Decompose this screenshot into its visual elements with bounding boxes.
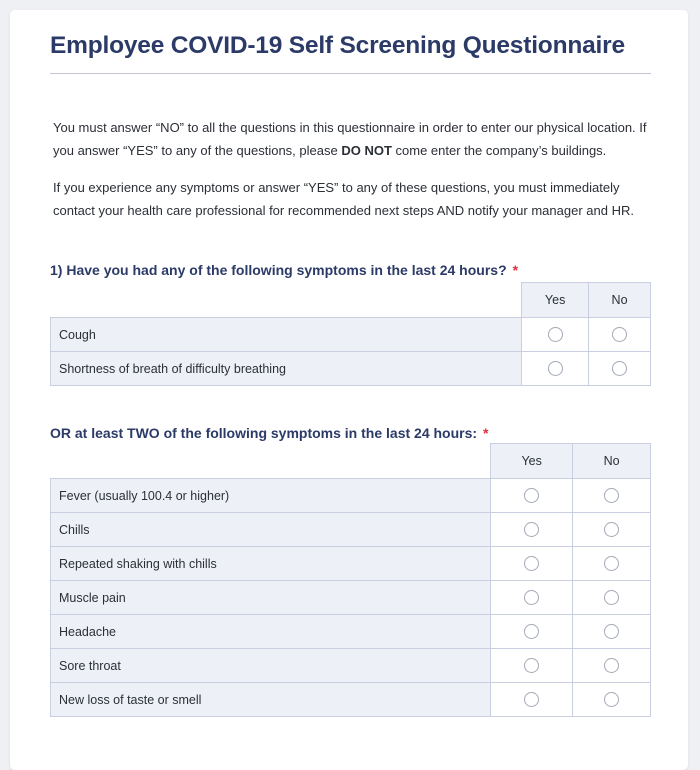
column-header-yes: Yes — [491, 444, 573, 479]
radio-sore-throat-yes[interactable] — [524, 658, 539, 673]
matrix-row — [51, 547, 651, 581]
column-header-no: No — [589, 283, 651, 318]
question-1-label — [50, 262, 518, 278]
matrix-corner — [51, 283, 522, 318]
cell-yes — [491, 513, 573, 547]
cell-yes — [491, 479, 573, 513]
cell-yes — [491, 581, 573, 615]
row-label-muscle-pain: Muscle pain — [51, 581, 491, 615]
radio-fever-yes[interactable] — [524, 488, 539, 503]
cell-no — [573, 581, 651, 615]
radio-headache-no[interactable] — [604, 624, 619, 639]
radio-shortness-of-breath-yes[interactable] — [548, 361, 563, 376]
cell-no — [573, 479, 651, 513]
question-2-text: OR at least TWO of the following symptoms in the last 24 hours: — [50, 425, 478, 441]
form-title: Employee COVID-19 Self Screening Questionnaire — [50, 32, 625, 59]
question-2-label — [50, 425, 489, 441]
radio-muscle-pain-no[interactable] — [604, 590, 619, 605]
row-label-headache: Headache — [51, 615, 491, 649]
cell-no — [573, 649, 651, 683]
radio-cough-no[interactable] — [612, 327, 627, 342]
cell-no — [573, 615, 651, 649]
radio-cough-yes[interactable] — [548, 327, 563, 342]
matrix-row — [51, 649, 651, 683]
radio-shortness-of-breath-no[interactable] — [612, 361, 627, 376]
intro-paragraph-1 — [53, 116, 653, 162]
required-asterisk: * — [512, 262, 519, 278]
cell-yes — [491, 649, 573, 683]
radio-chills-no[interactable] — [604, 522, 619, 537]
row-label-chills: Chills — [51, 513, 491, 547]
radio-loss-of-taste-smell-yes[interactable] — [524, 692, 539, 707]
matrix-row — [51, 615, 651, 649]
form-card — [10, 10, 688, 770]
matrix-row — [51, 513, 651, 547]
matrix-row — [51, 479, 651, 513]
question-2-matrix — [50, 443, 651, 717]
cell-yes — [522, 352, 589, 386]
cell-yes — [491, 547, 573, 581]
cell-yes — [522, 318, 589, 352]
question-1-matrix — [50, 282, 651, 386]
matrix-row — [51, 581, 651, 615]
row-label-shortness-of-breath: Shortness of breath of difficulty breathing — [51, 352, 522, 386]
title-divider — [50, 73, 651, 74]
radio-sore-throat-no[interactable] — [604, 658, 619, 673]
column-header-yes: Yes — [522, 283, 589, 318]
radio-repeated-shaking-no[interactable] — [604, 556, 619, 571]
row-label-sore-throat: Sore throat — [51, 649, 491, 683]
cell-no — [573, 547, 651, 581]
intro-text-1a: You must answer “NO” to all the questions in this questionnaire in order to enter our physical location. If you answer “YES” to any of the questions, please — [53, 120, 647, 158]
row-label-repeated-shaking: Repeated shaking with chills — [51, 547, 491, 581]
radio-chills-yes[interactable] — [524, 522, 539, 537]
radio-headache-yes[interactable] — [524, 624, 539, 639]
intro-paragraph-2: If you experience any symptoms or answer “YES” to any of these questions, you must immediately contact your health care professional for recommended next steps AND notify your manager and HR. — [53, 180, 634, 218]
cell-no — [573, 683, 651, 717]
cell-no — [589, 352, 651, 386]
cell-yes — [491, 683, 573, 717]
matrix-corner — [51, 444, 491, 479]
radio-loss-of-taste-smell-no[interactable] — [604, 692, 619, 707]
matrix-row — [51, 352, 651, 386]
intro-text-1b: come enter the company’s buildings. — [391, 143, 607, 158]
required-asterisk: * — [483, 425, 489, 441]
cell-no — [573, 513, 651, 547]
radio-muscle-pain-yes[interactable] — [524, 590, 539, 605]
cell-no — [589, 318, 651, 352]
radio-repeated-shaking-yes[interactable] — [524, 556, 539, 571]
radio-fever-no[interactable] — [604, 488, 619, 503]
matrix-row — [51, 318, 651, 352]
cell-yes — [491, 615, 573, 649]
matrix-row — [51, 683, 651, 717]
row-label-loss-of-taste-smell: New loss of taste or smell — [51, 683, 491, 717]
row-label-fever: Fever (usually 100.4 or higher) — [51, 479, 491, 513]
intro-do-not: DO NOT — [341, 143, 392, 158]
column-header-no: No — [573, 444, 651, 479]
question-1-text: 1) Have you had any of the following symptoms in the last 24 hours? — [50, 262, 507, 278]
row-label-cough: Cough — [51, 318, 522, 352]
